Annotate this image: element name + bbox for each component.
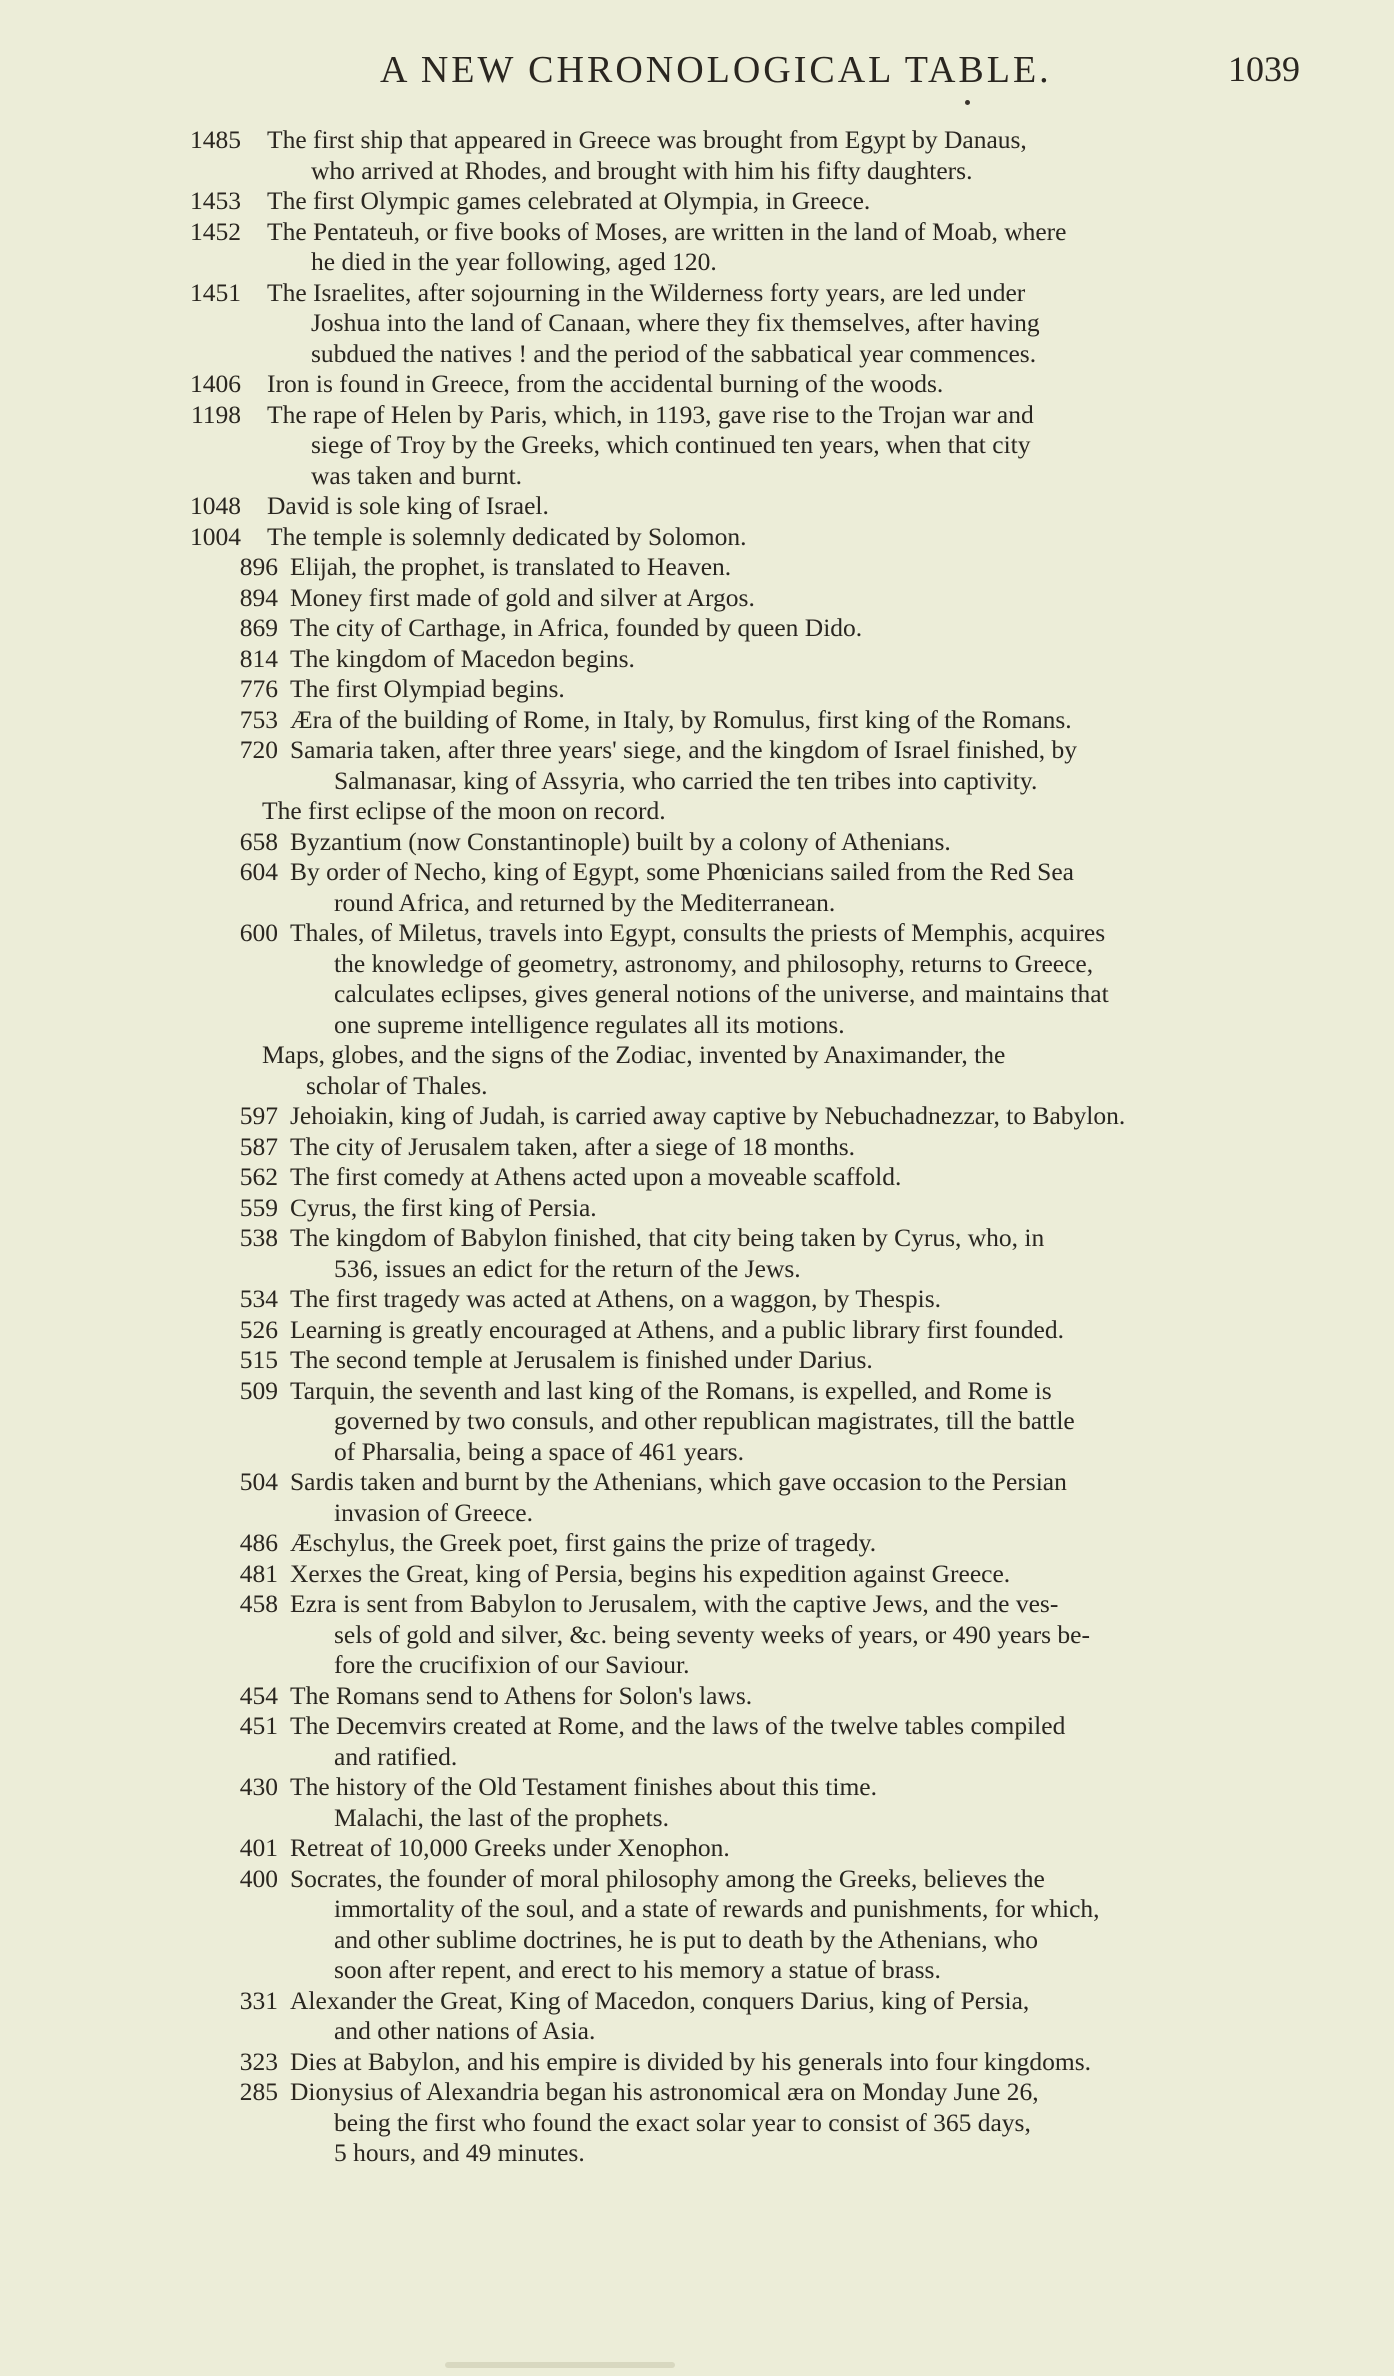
chronology-entry <box>190 369 1367 400</box>
entry-line: Dionysius of Alexandria began his astronomical æra on Monday June 26, <box>290 2077 1039 2106</box>
entry-line: Byzantium (now Constantinople) built by a colony of Athenians. <box>290 826 951 856</box>
entry-year: 458 <box>239 1589 278 1618</box>
entry-line: The first Olympic games celebrated at Olympia, in Greece. <box>267 186 871 215</box>
chronology-entry <box>239 552 1390 583</box>
entry-line: of Pharsalia, being a space of 461 years. <box>334 1436 744 1466</box>
entry-line: Cyrus, the first king of Persia. <box>290 1192 597 1222</box>
entry-line: siege of Troy by the Greeks, which continued ten years, when that city <box>311 430 1031 459</box>
chronology-entry <box>239 1192 1390 1224</box>
chronology-entry <box>239 674 1390 705</box>
entry-line: Dies at Babylon, and his empire is divided by his generals into four kingdoms. <box>290 2046 1092 2076</box>
entry-text <box>267 369 1367 400</box>
page-header <box>380 48 1300 108</box>
chronology-entry <box>239 2046 1390 2078</box>
chronology-entry <box>190 216 1367 278</box>
entry-text <box>290 1376 1390 1468</box>
entry-text <box>267 491 1367 522</box>
entry-line: Æra of the building of Rome, in Italy, by Romulus, first king of the Romans. <box>290 704 1072 734</box>
page-edge-mark <box>445 2362 675 2368</box>
entry-line: The first ship that appeared in Greece was brought from Egypt by Danaus, <box>267 125 1027 154</box>
entry-year: 331 <box>239 1985 278 2015</box>
entry-line: Jehoiakin, king of Judah, is carried away captive by Nebuchadnezzar, to Babylon. <box>290 1101 1126 1130</box>
entry-year: 894 <box>239 582 278 612</box>
entry-year: 1004 <box>190 521 241 551</box>
entry-text <box>290 705 1390 736</box>
entry-text <box>267 522 1367 553</box>
entry-line: Joshua into the land of Canaan, where they fix themselves, after having <box>311 308 1040 337</box>
entry-text <box>290 1528 1390 1559</box>
entry-year: 562 <box>239 1162 278 1191</box>
entry-line: Alexander the Great, King of Macedon, conquers Darius, king of Persia, <box>290 1985 1030 2015</box>
chronology-entry <box>190 521 1367 553</box>
entry-line: Salmanasar, king of Assyria, who carried the ten tribes into captivity. <box>334 765 1038 795</box>
entry-year: 1406 <box>190 369 241 398</box>
entry-line: The Pentateuh, or five books of Moses, are written in the land of Moab, where <box>267 216 1067 246</box>
entry-text <box>262 796 1362 827</box>
entry-text <box>267 217 1367 278</box>
entry-line: Socrates, the founder of moral philosophy among the Greeks, believes the <box>290 1863 1045 1893</box>
entry-year: 486 <box>239 1528 278 1557</box>
entry-year: 430 <box>239 1772 278 1801</box>
entry-line: who arrived at Rhodes, and brought with him his fifty daughters. <box>311 155 973 185</box>
entry-text <box>290 827 1390 858</box>
entry-line: Samaria taken, after three years' siege, and the kingdom of Israel finished, by <box>290 735 1078 764</box>
entry-line: Elijah, the prophet, is translated to Heaven. <box>290 552 732 581</box>
entry-line: fore the crucifixion of our Saviour. <box>334 1650 690 1679</box>
entry-line: The kingdom of Macedon begins. <box>290 643 635 673</box>
entry-line: The kingdom of Babylon finished, that city being taken by Cyrus, who, in <box>290 1223 1045 1252</box>
chronology-entry <box>239 826 1390 858</box>
chronology-entry <box>239 1467 1390 1528</box>
entry-text <box>290 552 1390 583</box>
entry-line: The first Olympiad begins. <box>290 674 565 703</box>
chronology-entry <box>190 399 1367 492</box>
chronology-entry <box>239 1589 1390 1681</box>
entry-text <box>290 674 1390 705</box>
entry-line: invasion of Greece. <box>334 1497 533 1527</box>
entry-text <box>267 186 1367 217</box>
entry-year: 481 <box>239 1558 278 1588</box>
entry-line: soon after repent, and erect to his memory a statue of brass. <box>334 1955 941 1984</box>
entry-line: 536, issues an edict for the return of the Jews. <box>334 1253 801 1283</box>
entry-year: 896 <box>239 552 278 581</box>
entry-text <box>290 1223 1390 1284</box>
chronology-entry <box>239 857 1390 918</box>
entry-year: 538 <box>239 1223 278 1252</box>
entry-text <box>290 1467 1390 1528</box>
entry-year: 776 <box>239 674 278 703</box>
entry-text <box>290 1559 1390 1590</box>
chronology-entry <box>239 1162 1390 1193</box>
entry-line: scholar of Thales. <box>306 1070 488 1100</box>
entry-line: he died in the year following, aged 120. <box>311 247 717 276</box>
entry-line: Sardis taken and burnt by the Athenians, which gave occasion to the Persian <box>290 1467 1067 1496</box>
entry-year: 504 <box>239 1467 278 1496</box>
entry-line: The city of Jerusalem taken, after a siege of 18 months. <box>290 1131 856 1161</box>
chronology-entry <box>239 1314 1390 1346</box>
entry-line: being the first who found the exact solar year to consist of 365 days, <box>334 2107 1031 2137</box>
entry-year: 534 <box>239 1284 278 1313</box>
entry-line: Ezra is sent from Babylon to Jerusalem, with the captive Jews, and the ves- <box>290 1589 1059 1618</box>
entry-year: 401 <box>239 1833 278 1862</box>
entry-text <box>290 583 1390 614</box>
entry-year: 559 <box>239 1192 278 1222</box>
entry-text <box>290 1162 1390 1193</box>
chronology-entry <box>239 1223 1390 1284</box>
entry-text <box>267 278 1367 370</box>
chronology-entry <box>239 582 1390 614</box>
entry-text <box>290 1589 1390 1681</box>
entry-year: 658 <box>239 826 278 856</box>
chronology-entry <box>239 1528 1390 1559</box>
entry-year: 526 <box>239 1314 278 1344</box>
entry-text <box>267 400 1367 492</box>
chronology-entry <box>239 1558 1390 1590</box>
chronology-entry <box>239 1711 1390 1772</box>
entry-line: The Romans send to Athens for Solon's laws. <box>290 1680 753 1710</box>
chronology-entry <box>239 1101 1390 1132</box>
entry-year: 400 <box>239 1863 278 1893</box>
entry-year: 1451 <box>190 277 241 307</box>
chronology-entry <box>262 796 1362 827</box>
entry-text <box>290 1864 1390 1986</box>
entry-line: By order of Necho, king of Egypt, some Phœnicians sailed from the Red Sea <box>290 857 1074 886</box>
entry-line: Learning is greatly encouraged at Athens, and a public library first founded. <box>290 1314 1064 1344</box>
entry-line: Æschylus, the Greek poet, first gains the prize of tragedy. <box>290 1528 877 1557</box>
entry-text <box>290 2077 1390 2169</box>
chronology-entry <box>239 613 1390 644</box>
entry-year: 509 <box>239 1375 278 1405</box>
chronology-entry <box>262 1040 1362 1101</box>
entry-text <box>290 1711 1390 1772</box>
entry-line: The history of the Old Testament finishes about this time. <box>290 1772 877 1801</box>
entry-text <box>290 644 1390 675</box>
entry-line: The temple is solemnly dedicated by Solomon. <box>267 521 747 551</box>
entry-year: 720 <box>239 735 278 764</box>
entry-year: 285 <box>239 2077 278 2106</box>
entry-line: Money first made of gold and silver at Argos. <box>290 582 755 612</box>
entry-line: 5 hours, and 49 minutes. <box>334 2138 585 2167</box>
entry-year: 454 <box>239 1680 278 1710</box>
entry-line: The rape of Helen by Paris, which, in 1193, gave rise to the Trojan war and <box>267 399 1034 429</box>
chronology-entry <box>239 1284 1390 1315</box>
entry-text <box>290 735 1390 796</box>
entry-year: 451 <box>239 1711 278 1740</box>
entry-line: was taken and burnt. <box>311 460 523 490</box>
entry-year: 604 <box>239 857 278 886</box>
entry-text <box>290 1772 1390 1833</box>
entry-year: 1452 <box>190 216 241 246</box>
entry-line: Retreat of 10,000 Greeks under Xenophon. <box>290 1833 730 1862</box>
entry-text <box>290 2047 1390 2078</box>
entry-year: 1048 <box>190 491 241 520</box>
entry-text <box>290 857 1390 918</box>
entry-year: 597 <box>239 1101 278 1130</box>
entry-line: Thales, of Miletus, travels into Egypt, consults the priests of Memphis, acquires <box>290 918 1106 947</box>
chronology-entry <box>239 735 1390 796</box>
entry-text <box>290 1833 1390 1864</box>
entry-line: The Decemvirs created at Rome, and the laws of the twelve tables compiled <box>290 1711 1066 1740</box>
chronology-entry <box>190 186 1367 217</box>
entry-line: round Africa, and returned by the Mediterranean. <box>334 887 836 917</box>
entry-text <box>290 1193 1390 1224</box>
entry-year: 1485 <box>190 125 241 154</box>
entry-line: subdued the natives ! and the period of the sabbatical year commences. <box>311 338 1037 368</box>
entry-line: and other sublime doctrines, he is put to death by the Athenians, who <box>334 1924 1038 1954</box>
entry-year: 814 <box>239 643 278 673</box>
entry-line: The second temple at Jerusalem is finished under Darius. <box>290 1345 873 1374</box>
page-title: A NEW CHRONOLOGICAL TABLE. <box>380 49 1052 91</box>
entry-text <box>290 1132 1390 1163</box>
entry-line: The Israelites, after sojourning in the Wilderness forty years, are led under <box>267 277 1026 307</box>
chronology-entry <box>239 1863 1390 1986</box>
chronology-entry <box>239 918 1390 1040</box>
chronology-entry <box>239 2077 1390 2169</box>
chronology-entry <box>239 1131 1390 1163</box>
entry-year: 1198 <box>190 399 241 429</box>
entry-year: 587 <box>239 1131 278 1161</box>
entry-text <box>290 1284 1390 1315</box>
entry-line: David is sole king of Israel. <box>267 491 549 520</box>
entry-text <box>290 613 1390 644</box>
entry-text <box>290 1315 1390 1346</box>
entry-text <box>290 1345 1390 1376</box>
entry-year: 753 <box>239 704 278 734</box>
entry-line: Iron is found in Greece, from the accidental burning of the woods. <box>267 369 944 398</box>
page-number: 1039 <box>1228 49 1300 89</box>
entry-text <box>267 125 1367 186</box>
entry-text <box>290 1101 1390 1132</box>
entry-line: Malachi, the last of the prophets. <box>334 1802 669 1832</box>
chronology-entry <box>239 1833 1390 1864</box>
entry-line: sels of gold and silver, &c. being seventy weeks of years, or 490 years be- <box>334 1619 1090 1649</box>
entry-line: and other nations of Asia. <box>334 2016 596 2045</box>
entry-text <box>290 1986 1390 2047</box>
entry-line: Xerxes the Great, king of Persia, begins his expedition against Greece. <box>290 1558 1011 1588</box>
chronology-entry <box>239 1375 1390 1468</box>
chronology-entry <box>239 1985 1390 2047</box>
entry-line: Tarquin, the seventh and last king of the Romans, is expelled, and Rome is <box>290 1375 1052 1405</box>
entry-line: governed by two consuls, and other republican magistrates, till the battle <box>334 1406 1075 1435</box>
entry-line: The first comedy at Athens acted upon a moveable scaffold. <box>290 1162 902 1191</box>
entry-year: 600 <box>239 918 278 947</box>
entry-text <box>262 1040 1362 1101</box>
ornament-dot <box>965 100 970 105</box>
entry-line: calculates eclipses, gives general notions of the universe, and maintains that <box>334 979 1109 1008</box>
entry-year: 515 <box>239 1345 278 1374</box>
entry-line: The first tragedy was acted at Athens, on a waggon, by Thespis. <box>290 1284 942 1313</box>
entry-year: 323 <box>239 2046 278 2076</box>
chronology-entry <box>190 125 1367 186</box>
entry-line: one supreme intelligence regulates all its motions. <box>334 1009 845 1039</box>
entry-line: and ratified. <box>334 1741 458 1771</box>
entry-year: 1453 <box>190 186 241 215</box>
chronology-entry <box>239 643 1390 675</box>
entry-text <box>290 1681 1390 1712</box>
entry-line: immortality of the soul, and a state of rewards and punishments, for which, <box>334 1894 1100 1923</box>
chronology-entry <box>239 1772 1390 1833</box>
chronology-entry <box>239 1680 1390 1712</box>
entry-year: 869 <box>239 613 278 642</box>
chronology-list <box>0 125 1394 2169</box>
entry-line: The city of Carthage, in Africa, founded by queen Dido. <box>290 613 863 642</box>
chronology-entry <box>190 491 1367 522</box>
chronology-entry <box>239 1345 1390 1376</box>
entry-line: the knowledge of geometry, astronomy, and philosophy, returns to Greece, <box>334 948 1094 978</box>
chronology-entry <box>239 704 1390 736</box>
entry-line: The first eclipse of the moon on record. <box>262 796 666 825</box>
entry-line: Maps, globes, and the signs of the Zodiac, invented by Anaximander, the <box>262 1040 1006 1069</box>
chronology-entry <box>190 277 1367 370</box>
entry-text <box>290 918 1390 1040</box>
